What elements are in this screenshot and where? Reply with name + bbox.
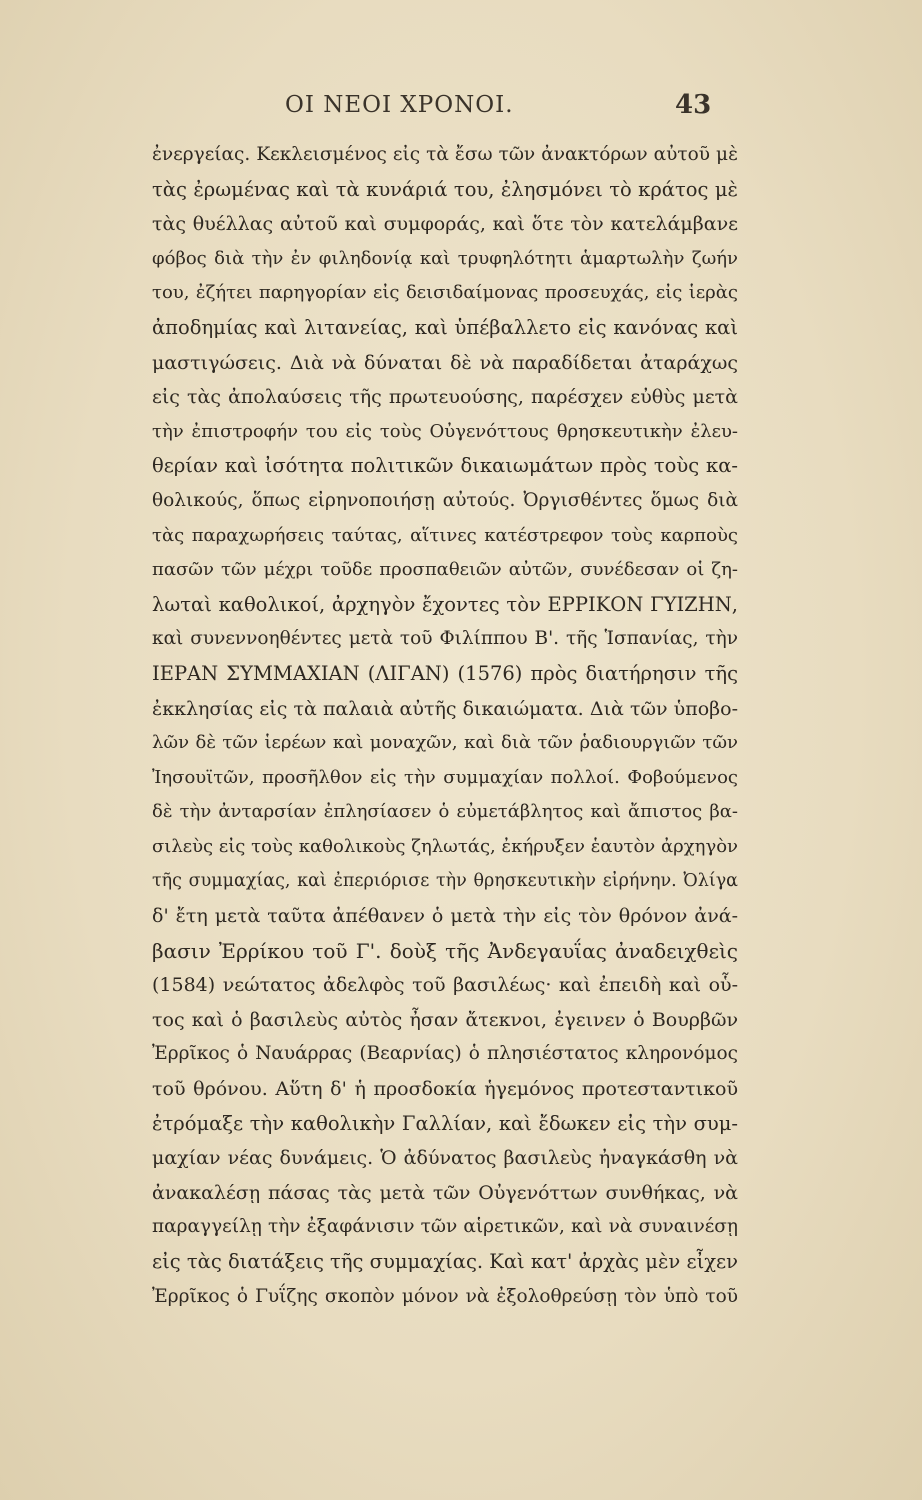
text-line: τοῦ θρόνου. Αὕτη δ' ἡ προσδοκία ἡγεμόνος προτεσταντικοῦ: [152, 1078, 738, 1101]
text-line: καὶ συνεννοηθέντες μετὰ τοῦ Φιλίππου Β'. τῆς Ἱσπανίας, τὴν: [152, 628, 738, 650]
text-line: εἰς τὰς διατάξεις τῆς συμμαχίας. Καὶ κατ' ἀρχὰς μὲν εἶχεν: [152, 1250, 739, 1273]
text-line: ἀποδημίας καὶ λιτανείας, καὶ ὑπέβαλλετο εἰς κανόνας καὶ: [152, 315, 738, 339]
running-title: ΟΙ ΝΕΟΙ ΧΡΟΝΟΙ.: [285, 92, 514, 118]
text-line: λῶν δὲ τῶν ἱερέων καὶ μοναχῶν, καὶ διὰ τῶν ῥαδιουργιῶν τῶν: [152, 732, 738, 754]
page-header: [0, 92, 922, 132]
text-line: ἐτρόμαξε τὴν καθολικὴν Γαλλίαν, καὶ ἔδωκεν εἰς τὴν συμ-: [152, 1111, 738, 1135]
text-line: θερίαν καὶ ἰσότητα πολιτικῶν δικαιωμάτων πρὸς τοὺς κα-: [152, 454, 738, 478]
text-line: λωταὶ καθολικοί, ἀρχηγὸν ἔχοντες τὸν ΕΡΡΙΚΟΝ ΓΥΙΖΗΝ,: [152, 592, 738, 616]
text-line: τος καὶ ὁ βασιλεὺς αὐτὸς ἦσαν ἄτεκνοι, ἐγεινεν ὁ Βουρβῶν: [152, 1008, 738, 1031]
text-line: θολικούς, ὅπως εἰρηνοποιήσῃ αὐτούς. Ὀργισθέντες ὅμως διὰ: [152, 489, 738, 511]
text-line: του, ἐζήτει παρηγορίαν εἰς δεισιδαίμονας προσευχάς, εἰς ἱερὰς: [152, 282, 738, 304]
text-line: τὰς θυέλλας αὐτοῦ καὶ συμφοράς, καὶ ὅτε τὸν κατελάμβανε: [152, 213, 738, 236]
text-line: παραγγείλῃ τὴν ἐξαφάνισιν τῶν αἱρετικῶν, καὶ νὰ συναινέσῃ: [152, 1216, 738, 1238]
text-line: βασιν Ἐρρίκου τοῦ Γ'. δοὺξ τῆς Ἀνδεγαυΐας ἀναδειχθεὶς: [152, 938, 738, 963]
text-line: φόβος διὰ τὴν ἐν φιληδονίᾳ καὶ τρυφηλότητι ἁμαρτωλὴν ζωήν: [152, 247, 738, 269]
text-line: τὴν ἐπιστροφήν του εἰς τοὺς Οὐγενόττους θρησκευτικὴν ἐλευ-: [152, 420, 738, 442]
text-line: τὰς παραχωρήσεις ταύτας, αἵτινες κατέστρεφον τοὺς καρποὺς: [152, 524, 738, 546]
page-number: 43: [675, 90, 712, 120]
text-line: δ' ἔτη μετὰ ταῦτα ἀπέθανεν ὁ μετὰ τὴν εἰς τὸν θρόνον ἀνά-: [152, 905, 738, 928]
text-line: Ἐρρῖκος ὁ Ναυάρρας (Βεαρνίας) ὁ πλησιέστατος κληρονόμος: [152, 1043, 738, 1065]
body-text: [152, 138, 738, 1314]
text-line: δὲ τὴν ἀνταρσίαν ἐπλησίασεν ὁ εὐμετάβλητος καὶ ἄπιστος βα-: [152, 801, 738, 823]
text-line: εἰς τὰς ἀπολαύσεις τῆς πρωτευούσης, παρέσχεν εὐθὺς μετὰ: [152, 386, 738, 409]
text-line: μαστιγώσεις. Διὰ νὰ δύναται δὲ νὰ παραδίδεται ἀταράχως: [152, 351, 738, 374]
text-line: ἀνακαλέσῃ πάσας τὰς μετὰ τῶν Οὐγενόττων συνθήκας, νὰ: [152, 1181, 738, 1204]
text-line: μαχίαν νέας δυνάμεις. Ὁ ἀδύνατος βασιλεὺς ἠναγκάσθη νὰ: [152, 1147, 738, 1170]
text-line: Ἐρρῖκος ὁ Γυΐζης σκοπὸν μόνον νὰ ἐξολοθρεύσῃ τὸν ὑπὸ τοῦ: [152, 1285, 738, 1307]
text-line: Ἰησουϊτῶν, προσῆλθον εἰς τὴν συμμαχίαν πολλοί. Φοβούμενος: [152, 766, 738, 788]
text-line: (1584) νεώτατος ἀδελφὸς τοῦ βασιλέως· καὶ ἐπειδὴ καὶ οὗ-: [152, 974, 738, 997]
text-line: σιλεὺς εἰς τοὺς καθολικοὺς ζηλωτάς, ἐκήρυξεν ἑαυτὸν ἀρχηγὸν: [152, 835, 738, 857]
text-line: ἐνεργείας. Κεκλεισμένος εἰς τὰ ἔσω τῶν ἀνακτόρων αὐτοῦ μὲ: [152, 144, 738, 165]
text-line: πασῶν τῶν μέχρι τοῦδε προσπαθειῶν αὐτῶν, συνέδεσαν οἱ ζη-: [152, 559, 738, 581]
text-line: τὰς ἐρωμένας καὶ τὰ κυνάριά του, ἐλησμόνει τὸ κράτος μὲ: [152, 177, 738, 201]
text-line: ἐκκλησίας εἰς τὰ παλαιὰ αὐτῆς δικαιώματα. Διὰ τῶν ὑποβο-: [152, 697, 738, 720]
text-line: τῆς συμμαχίας, καὶ ἐπεριόρισε τὴν θρησκευτικὴν εἰρήνην. Ὀλίγα: [152, 871, 738, 892]
text-line: ΙΕΡΑΝ ΣΥΜΜΑΧΙΑΝ (ΛΙΓΑΝ) (1576) πρὸς διατήρησιν τῆς: [152, 661, 738, 685]
